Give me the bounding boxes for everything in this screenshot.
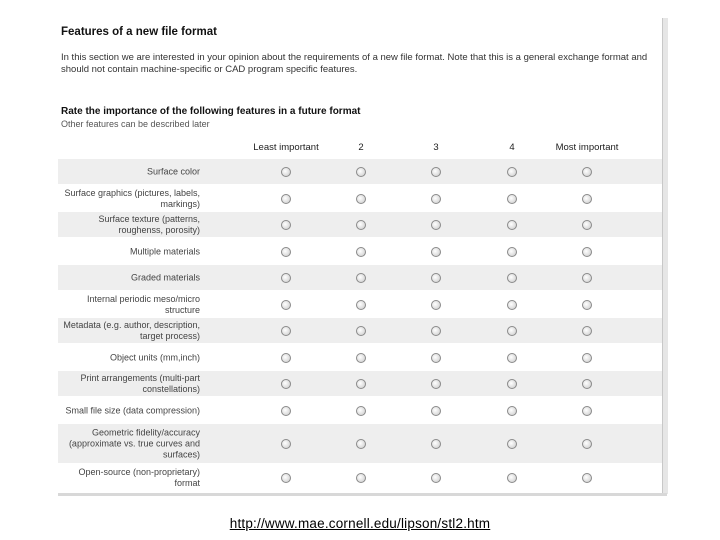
rating-radio-4[interactable] [507, 439, 517, 449]
rating-radio-5[interactable] [582, 353, 592, 363]
scrollbar-edge [662, 18, 668, 494]
rating-radio-2[interactable] [356, 353, 366, 363]
rating-radio-5[interactable] [582, 379, 592, 389]
rating-radio-5[interactable] [582, 300, 592, 310]
rating-radio-3[interactable] [431, 473, 441, 483]
rating-radio-4[interactable] [507, 220, 517, 230]
rating-radio-2[interactable] [356, 247, 366, 257]
rating-radio-2[interactable] [356, 326, 366, 336]
scale-header-3: 3 [433, 142, 439, 153]
rating-radio-4[interactable] [507, 167, 517, 177]
feature-label: Open-source (non-proprietary) format [78, 467, 200, 488]
scale-header-4: 4 [509, 142, 515, 153]
rating-radio-3[interactable] [431, 439, 441, 449]
rating-radio-2[interactable] [356, 473, 366, 483]
feature-label: Metadata (e.g. author, description, target process) [63, 320, 200, 341]
rating-radio-3[interactable] [431, 167, 441, 177]
feature-label: Surface graphics (pictures, labels, markings) [64, 187, 200, 209]
survey-screenshot [58, 18, 662, 494]
frame-bottom-edge [58, 493, 667, 496]
rating-radio-1[interactable] [281, 167, 291, 177]
feature-label: Object units (mm,inch) [109, 352, 200, 362]
rating-radio-5[interactable] [582, 247, 592, 257]
feature-label: Surface color [146, 166, 200, 177]
rating-radio-1[interactable] [281, 273, 291, 283]
rating-radio-3[interactable] [431, 194, 441, 204]
rating-radio-1[interactable] [281, 326, 291, 336]
rating-radio-3[interactable] [431, 273, 441, 283]
rating-radio-1[interactable] [281, 439, 291, 449]
rating-radio-1[interactable] [281, 353, 291, 363]
question-title: Rate the importance of the following features in a future format [61, 106, 361, 117]
scale-header-2: 2 [358, 142, 364, 153]
feature-row [58, 317, 662, 344]
rating-radio-2[interactable] [356, 220, 366, 230]
feature-label: Multiple materials [129, 246, 200, 256]
scale-header-5: Most important [555, 142, 619, 153]
rating-radio-3[interactable] [431, 406, 441, 416]
feature-row [58, 184, 662, 212]
rating-radio-4[interactable] [507, 326, 517, 336]
feature-row [58, 237, 662, 265]
feature-row [58, 264, 662, 291]
rating-radio-5[interactable] [582, 406, 592, 416]
rating-radio-4[interactable] [507, 379, 517, 389]
feature-label: Small file size (data compression) [65, 405, 200, 415]
rating-radio-1[interactable] [281, 406, 291, 416]
rating-radio-4[interactable] [507, 194, 517, 204]
rating-radio-3[interactable] [431, 379, 441, 389]
rating-radio-3[interactable] [431, 300, 441, 310]
rating-radio-2[interactable] [356, 167, 366, 177]
rating-radio-1[interactable] [281, 473, 291, 483]
rating-radio-5[interactable] [582, 439, 592, 449]
rating-radio-2[interactable] [356, 379, 366, 389]
feature-label: Geometric fidelity/accuracy (approximate vs. true curves and surfaces) [68, 427, 200, 460]
rating-radio-4[interactable] [507, 300, 517, 310]
rating-radio-2[interactable] [356, 406, 366, 416]
scale-header-1: Least important [253, 142, 319, 153]
feature-row [58, 290, 662, 318]
feature-row [58, 463, 662, 492]
scale-header-row [58, 136, 662, 158]
rating-radio-2[interactable] [356, 439, 366, 449]
feature-row [58, 158, 662, 185]
source-url-link[interactable]: http://www.mae.cornell.edu/lipson/stl2.htm [229, 516, 491, 531]
section-description: In this section we are interested in your opinion about the requirements of a new file format. Note that this is a general exchange format and should not contain machine-specific or CAD program specific features. [61, 52, 648, 75]
question-help-text: Other features can be described later [61, 119, 210, 129]
rating-radio-5[interactable] [582, 326, 592, 336]
rating-radio-4[interactable] [507, 473, 517, 483]
rating-radio-1[interactable] [281, 300, 291, 310]
feature-row [58, 370, 662, 397]
rating-radio-5[interactable] [582, 473, 592, 483]
rating-radio-1[interactable] [281, 379, 291, 389]
feature-row [58, 211, 662, 238]
rating-radio-2[interactable] [356, 300, 366, 310]
rating-radio-4[interactable] [507, 406, 517, 416]
rating-radio-3[interactable] [431, 353, 441, 363]
rating-radio-5[interactable] [582, 167, 592, 177]
feature-label: Internal periodic meso/micro structure [86, 293, 200, 315]
rating-radio-3[interactable] [431, 220, 441, 230]
rating-radio-1[interactable] [281, 247, 291, 257]
feature-row [58, 423, 662, 464]
feature-label: Surface texture (patterns, roughenss, porosity) [98, 214, 200, 235]
rating-radio-2[interactable] [356, 194, 366, 204]
feature-label: Print arrangements (multi-part constellations) [80, 373, 200, 394]
rating-radio-4[interactable] [507, 353, 517, 363]
rating-radio-4[interactable] [507, 247, 517, 257]
feature-label: Graded materials [130, 272, 200, 283]
rating-radio-5[interactable] [582, 273, 592, 283]
rating-radio-1[interactable] [281, 194, 291, 204]
rating-radio-3[interactable] [431, 326, 441, 336]
feature-row [58, 396, 662, 424]
rating-radio-2[interactable] [356, 273, 366, 283]
feature-row [58, 343, 662, 371]
rating-radio-1[interactable] [281, 220, 291, 230]
rating-radio-5[interactable] [582, 220, 592, 230]
rating-radio-5[interactable] [582, 194, 592, 204]
section-title: Features of a new file format [61, 26, 217, 38]
rating-radio-4[interactable] [507, 273, 517, 283]
rating-radio-3[interactable] [431, 247, 441, 257]
